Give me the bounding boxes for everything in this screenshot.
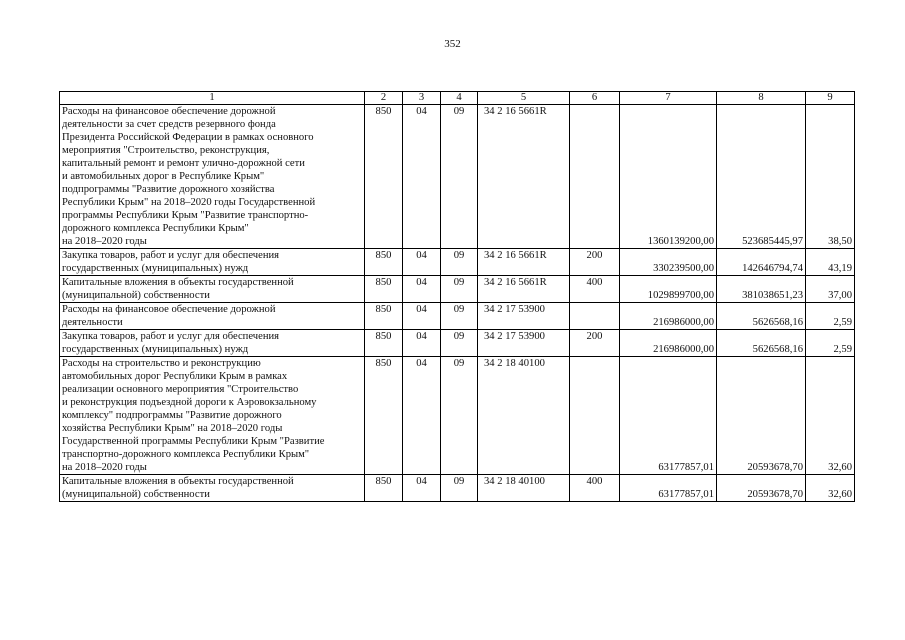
description-line: Закупка товаров, работ и услуг для обеспечения [62,250,280,261]
table-row [60,357,855,475]
column-header: 8 [717,92,806,105]
section-code: 04 [403,276,441,303]
description-line: Расходы на строительство и реконструкцию [62,358,261,369]
grbs-code: 850 [365,105,403,249]
table-row [60,276,855,303]
table-row [60,249,855,276]
grbs-code: 850 [365,303,403,330]
section-code: 04 [403,357,441,475]
subsection-code: 09 [441,105,478,249]
execution-percent: 32,60 [806,357,855,475]
target-article-code: 34 2 18 40100 [478,357,570,475]
description-line: реализации основного мероприятия "Строительство [62,384,299,395]
row-description [60,330,365,357]
description-line: государственных (муниципальных) нужд [62,344,249,355]
description-line: на 2018–2020 годы [62,462,147,473]
description-line: программы Республики Крым "Развитие транспортно- [62,210,309,221]
description-line: Расходы на финансовое обеспечение дорожной [62,304,276,315]
table-row [60,330,855,357]
subsection-code: 09 [441,303,478,330]
description-line: мероприятия "Строительство, реконструкция, [62,145,270,156]
actual-amount: 142646794,74 [717,249,806,276]
grbs-code: 850 [365,330,403,357]
target-article-code: 34 2 17 53900 [478,330,570,357]
description-line: Капитальные вложения в объекты государственной [62,277,294,288]
subsection-code: 09 [441,249,478,276]
expense-type-code [570,303,620,330]
description-line: автомобильных дорог Республики Крым в рамках [62,371,288,382]
subsection-code: 09 [441,357,478,475]
grbs-code: 850 [365,475,403,502]
column-header: 7 [620,92,717,105]
actual-amount: 5626568,16 [717,303,806,330]
column-header: 2 [365,92,403,105]
actual-amount: 20593678,70 [717,357,806,475]
column-header: 9 [806,92,855,105]
table-row [60,475,855,502]
planned-amount: 216986000,00 [620,303,717,330]
description-line: капитальный ремонт и ремонт улично-дорожной сети [62,158,305,169]
subsection-code: 09 [441,330,478,357]
description-line: на 2018–2020 годы [62,236,147,247]
column-header: 4 [441,92,478,105]
planned-amount: 63177857,01 [620,475,717,502]
expense-type-code [570,357,620,475]
row-description [60,303,365,330]
section-code: 04 [403,330,441,357]
subsection-code: 09 [441,475,478,502]
execution-percent: 38,50 [806,105,855,249]
target-article-code: 34 2 16 5661R [478,276,570,303]
description-line: Расходы на финансовое обеспечение дорожной [62,106,276,117]
target-article-code: 34 2 17 53900 [478,303,570,330]
target-article-code: 34 2 16 5661R [478,105,570,249]
row-description [60,475,365,502]
description-line: Закупка товаров, работ и услуг для обеспечения [62,331,280,342]
description-line: (муниципальной) собственности [62,489,210,500]
execution-percent: 37,00 [806,276,855,303]
actual-amount: 381038651,23 [717,276,806,303]
planned-amount: 216986000,00 [620,330,717,357]
planned-amount: 63177857,01 [620,357,717,475]
description-line: и автомобильных дорог в Республике Крым" [62,171,265,182]
column-header: 6 [570,92,620,105]
expense-type-code: 400 [570,276,620,303]
expense-type-code [570,105,620,249]
expense-type-code: 200 [570,249,620,276]
description-line: государственных (муниципальных) нужд [62,263,249,274]
section-code: 04 [403,303,441,330]
description-line: деятельности за счет средств резервного фонда [62,119,276,130]
execution-percent: 2,59 [806,303,855,330]
grbs-code: 850 [365,276,403,303]
budget-table [59,91,855,502]
description-line: Государственной программы Республики Крым "Развитие [62,436,325,447]
planned-amount: 1029899700,00 [620,276,717,303]
description-line: дорожного комплекса Республики Крым" [62,223,249,234]
column-header: 1 [60,92,365,105]
subsection-code: 09 [441,276,478,303]
execution-percent: 43,19 [806,249,855,276]
actual-amount: 5626568,16 [717,330,806,357]
planned-amount: 1360139200,00 [620,105,717,249]
grbs-code: 850 [365,357,403,475]
description-line: (муниципальной) собственности [62,290,210,301]
section-code: 04 [403,105,441,249]
section-code: 04 [403,249,441,276]
row-description [60,249,365,276]
actual-amount: 20593678,70 [717,475,806,502]
description-line: транспортно-дорожного комплекса Республики Крым" [62,449,310,460]
section-code: 04 [403,475,441,502]
row-description [60,276,365,303]
description-line: хозяйства Республики Крым" на 2018–2020 годы [62,423,283,434]
target-article-code: 34 2 18 40100 [478,475,570,502]
page-number: 352 [444,38,461,50]
planned-amount: 330239500,00 [620,249,717,276]
execution-percent: 32,60 [806,475,855,502]
description-line: Президента Российской Федерации в рамках основного [62,132,314,143]
description-line: Республики Крым" на 2018–2020 годы Государственной [62,197,316,208]
column-header: 3 [403,92,441,105]
description-line: и реконструкция подъездной дороги к Аэровокзальному [62,397,317,408]
column-header: 5 [478,92,570,105]
grbs-code: 850 [365,249,403,276]
execution-percent: 2,59 [806,330,855,357]
actual-amount: 523685445,97 [717,105,806,249]
table-row [60,303,855,330]
expense-type-code: 400 [570,475,620,502]
description-line: комплексу" подпрограммы "Развитие дорожного [62,410,282,421]
target-article-code: 34 2 16 5661R [478,249,570,276]
row-description [60,105,365,249]
expense-type-code: 200 [570,330,620,357]
description-line: подпрограммы "Развитие дорожного хозяйства [62,184,275,195]
row-description [60,357,365,475]
table-header-row [60,92,855,105]
description-line: Капитальные вложения в объекты государственной [62,476,294,487]
description-line: деятельности [62,317,123,328]
table-row [60,105,855,249]
